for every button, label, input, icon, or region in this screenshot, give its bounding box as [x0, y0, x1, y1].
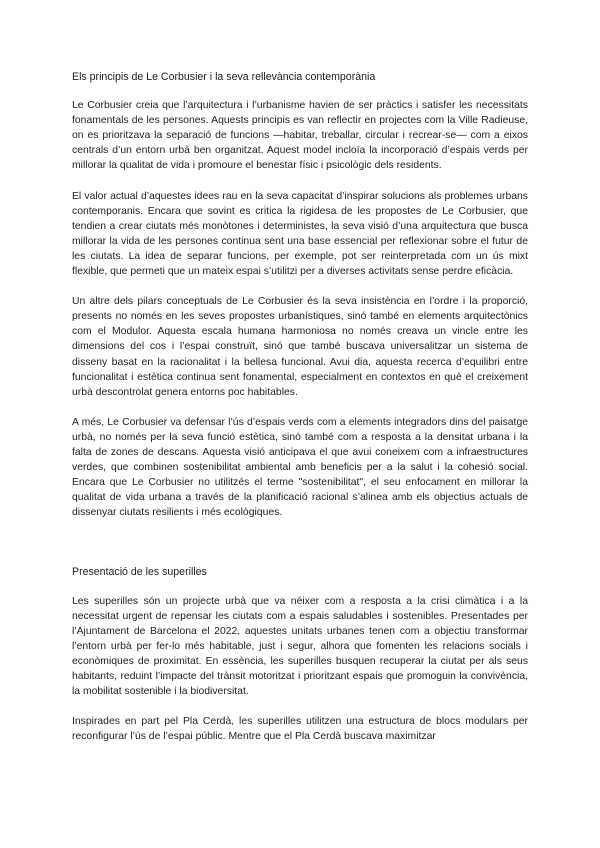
paragraph-green-spaces: A més, Le Corbusier va defensar l’ús d’espais verds com a elements integradors dins del paisatge urbà, no només per la seva funció estètica, sinó també com a resposta a la densitat urbana i la falta de zones de descans. Aquesta visió anticipava el que avui coneixem com a infraestructures verdes, que combinen sostenibilitat ambiental amb beneficis per a la salut i la cohesió social. Encara que Le Corbusier no utilitzés el terme "sostenibilitat", el seu enfocament en millorar la qualitat de vida urbana a través de la planificació racional s’alinea amb els objectius actuals de dissenyar ciutats resilients i més ecològiques.	[72, 416, 528, 519]
document-body	[72, 70, 528, 759]
section-title-superilles: Presentació de les superilles	[72, 566, 207, 579]
paragraph-order-proportion: Un altre dels pilars conceptuals de Le Corbusier és la seva insistència en l’ordre i la proporció, presents no només en les seves propostes urbanístiques, sinó també en elements arquitectònics com el Modulor. Aquesta escala humana harmoniosa no només creava un vincle entre les dimensions del cos i l’espai construït, sinó que també buscava universalitzar un sistema de disseny basat en la racionalitat i la bellesa funcional. Avui dia, aquesta recerca d’equilibri entre funcionalitat i estètica continua sent fonamental, especialment en contextos en què el creixement urbà descontrolat genera entorns poc habitables.	[72, 296, 528, 398]
section-spacer	[72, 535, 528, 565]
paragraph-pla-cerda: Inspirades en part pel Pla Cerdà, les superilles utilitzen una estructura de blocs modulars per reconfigurar l’ús de l’espai públic. Mentre que el Pla Cerdà buscava maximitzar	[72, 716, 528, 743]
paragraph-superilles-presentation: Les superilles són un projecte urbà que va néixer com a resposta a la crisi climàtica i a la necessitat urgent de repensar les ciutats com a espais saludables i sostenibles. Presentades per l’Ajuntament de Barcelona el 2022, aquestes unitats urbanes tenen com a objectiu transformar l’entorn urbà per fer-lo més habitable, just i segur, alhora que fomenten les relacions socials i econòmiques de proximitat. En essència, les superilles busquen recuperar la ciutat per als seus habitants, reduint l’impacte del trànsit motoritzat i prioritzant espais que promoguin la convivència, la mobilitat sostenible i la biodiversitat.	[72, 595, 528, 698]
section-title-le-corbusier: Els principis de Le Corbusier i la seva rellevància contemporània	[72, 71, 376, 83]
paragraph-le-corbusier-principles: Le Corbusier creia que l’arquitectura i l’urbanisme havien de ser pràctics i satisfer les necessitats fonamentals de les persones. Aquests principis es van reflectir en projectes com la Ville Radieuse, on es prioritzava la separació de funcions —habitar, treballar, circular i recrear-se— com a eixos centrals d’un entorn urbà ben organitzat. Aquest model incloïa la incorporació d’espais verds per millorar la qualitat de vida i promoure el benestar físic i psicològic dels residents.	[72, 100, 528, 172]
paragraph-current-value: El valor actual d’aquestes idees rau en la seva capacitat d’inspirar solucions als problemes urbans contemporanis. Encara que sovint es critica la rigidesa de les propostes de Le Corbusier, que tendien a crear ciutats més monòtones i deterministes, la seva visió d’una arquitectura que busca millorar la vida de les persones continua sent una base essencial per reflexionar sobre el futur de les ciutats. La idea de separar funcions, per exemple, pot ser reinterpretada com un ús mixt flexible, que permeti que un mateix espai s’utilitzi per a diverses activitats sense perdre eficàcia.	[72, 190, 528, 278]
